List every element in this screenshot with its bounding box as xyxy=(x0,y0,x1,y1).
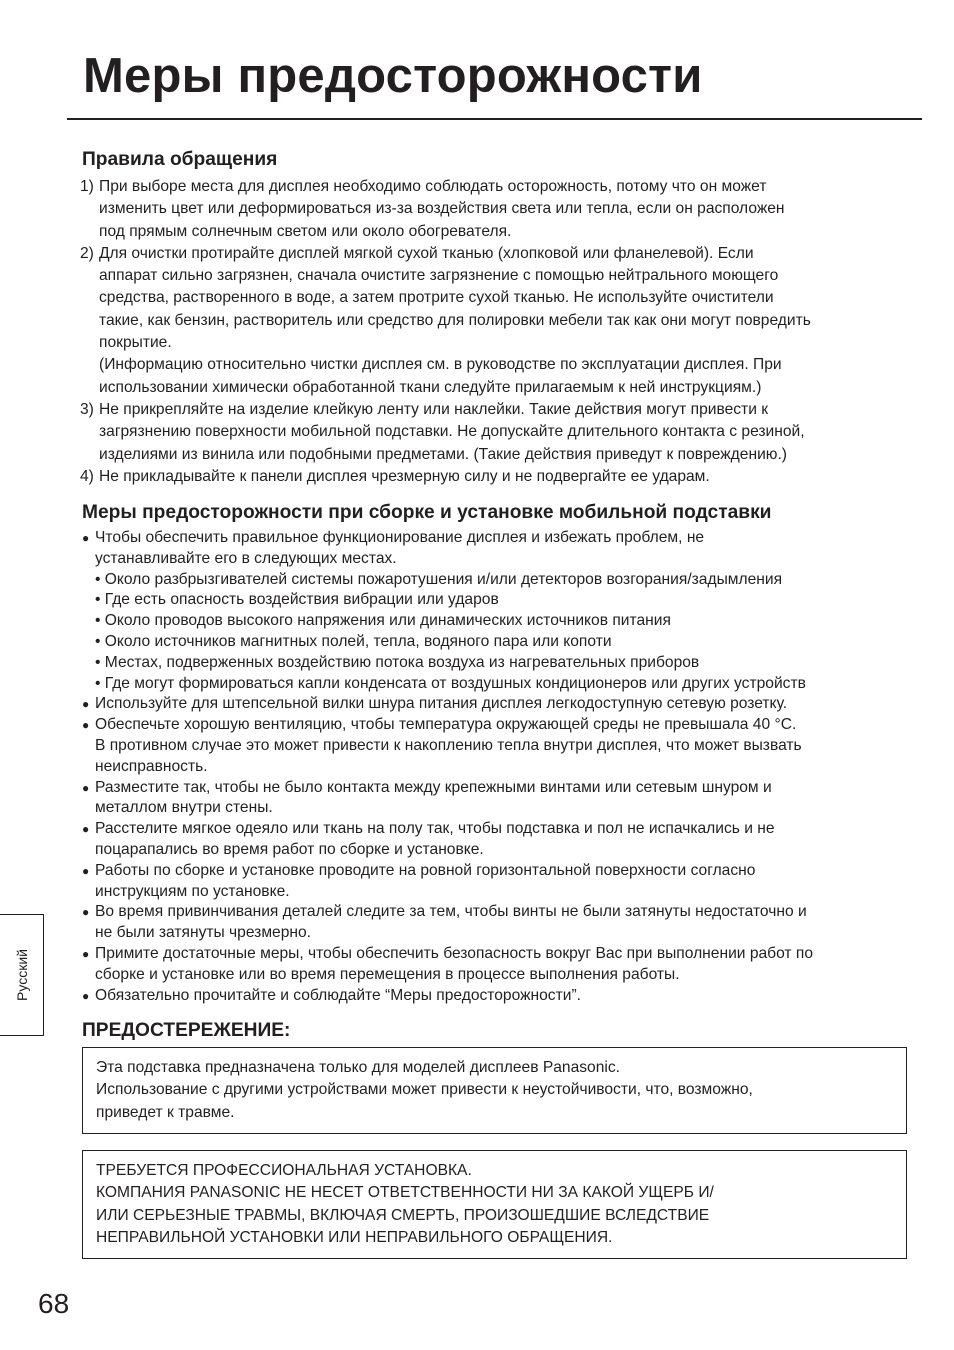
item-line: Во время привинчивания деталей следите за тем, чтобы винты не были затянуты недостаточно и xyxy=(95,903,807,921)
location-sublist xyxy=(82,570,914,695)
cleaning-note xyxy=(80,354,912,399)
bullet-item xyxy=(82,819,914,861)
sub-item: • Местах, подверженных воздействию потока воздуха из нагревательных приборов xyxy=(95,653,700,671)
warning-line: КОМПАНИЯ PANASONIC НЕ НЕСЕТ ОТВЕТСТВЕННОСТИ НИ ЗА КАКОЙ УЩЕРБ И/ xyxy=(96,1184,714,1202)
warning-box-installation xyxy=(82,1150,907,1259)
item-line: сборке и установке или во время перемещения в процессе выполнения работы. xyxy=(95,965,680,983)
sub-item: • Около разбрызгивателей системы пожаротушения и/или детекторов возгорания/задымления xyxy=(95,570,783,588)
list-item xyxy=(80,399,912,466)
warning-line: ТРЕБУЕТСЯ ПРОФЕССИОНАЛЬНАЯ УСТАНОВКА. xyxy=(96,1162,472,1179)
item-line: аппарат сильно загрязнен, сначала очистите загрязнение с помощью нейтрального моющего xyxy=(99,267,779,285)
bullet-item xyxy=(82,944,914,986)
section-heading-assembly: Меры предосторожности при сборке и установке мобильной подставки xyxy=(82,502,772,523)
item-number: 1) xyxy=(80,178,94,195)
bullet-item xyxy=(82,986,914,1007)
section-heading-handling: Правила обращения xyxy=(82,149,278,170)
language-tab xyxy=(0,914,44,1036)
item-line: Для очистки протирайте дисплей мягкой сухой тканью (хлопковой или фланелевой). Если xyxy=(99,244,754,262)
bullet-icon: ● xyxy=(82,905,90,920)
item-number: 4) xyxy=(80,467,94,485)
item-line: покрытие. xyxy=(99,334,172,352)
warning-line: НЕПРАВИЛЬНОЙ УСТАНОВКИ ИЛИ НЕПРАВИЛЬНОГО ОБРАЩЕНИЯ. xyxy=(96,1229,613,1247)
item-line: Чтобы обеспечить правильное функционирование дисплея и избежать проблем, не xyxy=(95,529,705,546)
bullet-item xyxy=(82,528,914,570)
warning-box-compatibility xyxy=(82,1047,907,1134)
item-line: под прямым солнечным светом или около обогревателя. xyxy=(99,222,512,240)
item-number: 3) xyxy=(80,400,94,418)
bullet-icon: ● xyxy=(82,863,90,878)
item-line: устанавливайте его в следующих местах. xyxy=(95,549,397,567)
item-line: средства, растворенного в воде, а затем протрите сухой тканью. Не используйте очистители xyxy=(99,289,774,307)
warning-line: Использование с другими устройствами может привести к неустойчивости, что, возможно, xyxy=(96,1081,753,1099)
item-line: неисправность. xyxy=(95,757,208,775)
bullet-icon: ● xyxy=(82,780,90,795)
item-line: металлом внутри стены. xyxy=(95,799,273,817)
page-number: 68 xyxy=(38,1288,70,1319)
title-divider xyxy=(67,118,922,120)
warning-line: Эта подставка предназначена только для моделей дисплеев Panasonic. xyxy=(96,1059,620,1076)
bullet-icon: ● xyxy=(82,697,90,712)
item-line: не были затянуты чрезмерно. xyxy=(95,924,312,942)
item-line: Обеспечьте хорошую вентиляцию, чтобы температура окружающей среды не превышала 40 °C. xyxy=(95,716,797,734)
language-tab-label: Русский xyxy=(13,949,30,1001)
handling-rules-list xyxy=(80,176,912,488)
sub-item: • Около источников магнитных полей, тепла, водяного пара или копоти xyxy=(95,632,612,650)
item-line: Обязательно прочитайте и соблюдайте “Меры предосторожности”. xyxy=(95,986,581,1004)
bullet-icon: ● xyxy=(82,822,90,837)
list-item xyxy=(80,243,912,354)
item-line: В противном случае это может привести к накоплению тепла внутри дисплея, что может вызвать xyxy=(95,736,802,754)
note-line: (Информацию относительно чистки дисплея см. в руководстве по эксплуатации дисплея. При xyxy=(99,356,782,374)
warning-line: приведет к травме. xyxy=(96,1103,235,1121)
item-line: поцарапались во время работ по сборке и установке. xyxy=(95,840,484,858)
item-line: Работы по сборке и установке проводите на ровной горизонтальной поверхности согласно xyxy=(95,861,756,879)
bullet-item xyxy=(82,694,914,715)
bullet-icon: ● xyxy=(82,946,90,961)
bullet-icon: ● xyxy=(82,531,90,545)
item-number: 2) xyxy=(80,244,94,262)
item-line: Не прикрепляйте на изделие клейкую ленту или наклейки. Такие действия могут привести к xyxy=(99,400,769,418)
bullet-icon: ● xyxy=(82,718,90,733)
note-line: использовании химически обработанной ткани следуйте прилагаемым к ней инструкциям.) xyxy=(99,378,762,396)
bullet-icon: ● xyxy=(82,988,90,1003)
sub-item: • Около проводов высокого напряжения или динамических источников питания xyxy=(95,612,671,630)
assembly-precautions-list xyxy=(82,528,914,1006)
bullet-item xyxy=(82,715,914,777)
page-title: Меры предосторожности xyxy=(83,49,703,103)
item-line: При выборе места для дисплея необходимо соблюдать осторожность, потому что он может xyxy=(99,178,767,195)
item-line: Используйте для штепсельной вилки шнура питания дисплея легкодоступную сетевую розетку. xyxy=(95,695,788,713)
bullet-item xyxy=(82,778,914,820)
item-line: такие, как бензин, растворитель или средство для полировки мебели так как они могут повредить xyxy=(99,311,811,329)
item-line: Расстелите мягкое одеяло или ткань на полу так, чтобы подставка и пол не испачкались и не xyxy=(95,820,775,838)
item-line: изменить цвет или деформироваться из-за воздействия света или тепла, если он расположен xyxy=(99,200,785,218)
sub-item: • Где могут формироваться капли конденсата от воздушных кондиционеров или других устройств xyxy=(95,674,806,692)
item-line: изделиями из винила или подобными предметами. (Такие действия приведут к повреждению.) xyxy=(99,445,787,463)
list-item xyxy=(80,176,912,243)
item-line: Примите достаточные меры, чтобы обеспечить безопасность вокруг Вас при выполнении работ по xyxy=(95,944,814,962)
warning-line: ИЛИ СЕРЬЕЗНЫЕ ТРАВМЫ, ВКЛЮЧАЯ СМЕРТЬ, ПРОИЗОШЕДШИЕ ВСЛЕДСТВИЕ xyxy=(96,1206,710,1224)
item-line: Разместите так, чтобы не было контакта между крепежными винтами или сетевым шнуром и xyxy=(95,778,772,796)
bullet-item xyxy=(82,902,914,944)
item-line: инструкциям по установке. xyxy=(95,882,290,900)
item-line: Не прикладывайте к панели дисплея чрезмерную силу и не подвергайте ее ударам. xyxy=(99,467,710,485)
bullet-item xyxy=(82,861,914,903)
sub-item: • Где есть опасность воздействия вибрации или ударов xyxy=(95,591,499,609)
list-item xyxy=(80,466,912,488)
item-line: загрязнению поверхности мобильной подставки. Не допускайте длительного контакта с резиной, xyxy=(99,423,805,441)
warning-heading: ПРЕДОСТЕРЕЖЕНИЕ: xyxy=(82,1020,291,1041)
